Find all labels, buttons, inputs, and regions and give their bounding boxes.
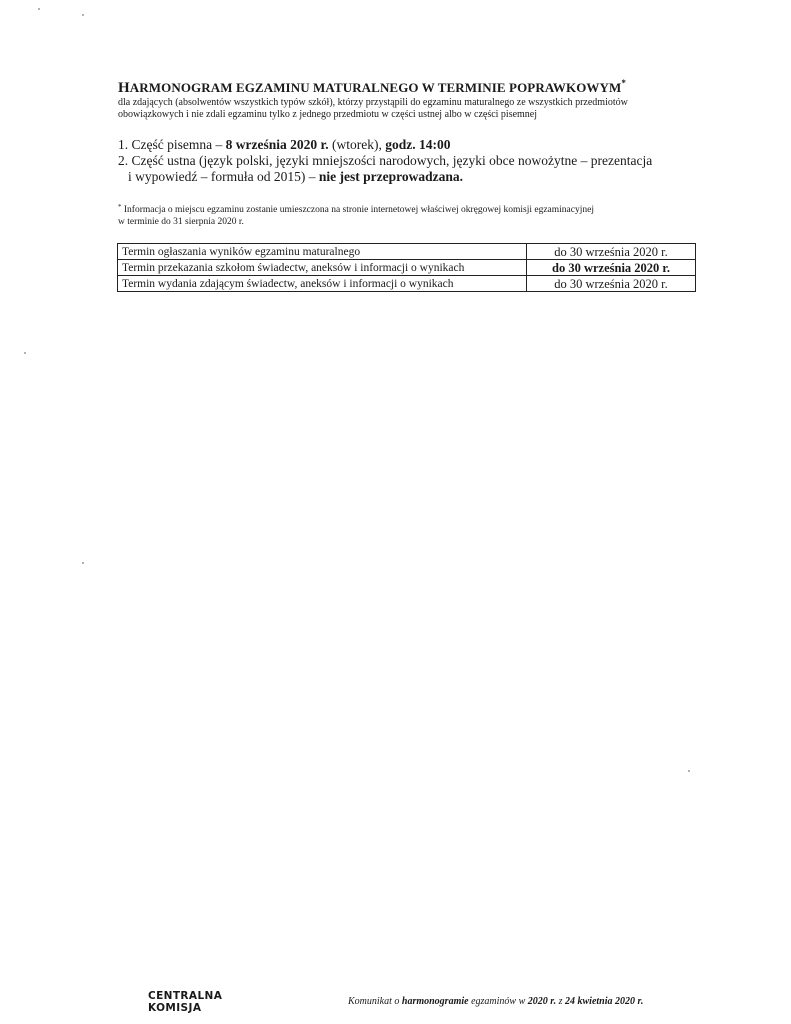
cke-logo xyxy=(148,990,222,1014)
table-cell-label: Termin wydania zdającym świadectw, aneksów i informacji o wynikach xyxy=(118,276,527,292)
footer-emphasis: 2020 r. xyxy=(527,996,557,1007)
item-emphasis: nie jest przeprowadzana. xyxy=(318,169,463,184)
footnote-line xyxy=(118,201,698,216)
document-title xyxy=(118,78,626,97)
title-initial: H xyxy=(118,80,130,96)
document-subtitle xyxy=(118,97,698,121)
table-cell-value: do 30 września 2020 r. xyxy=(527,260,696,276)
scan-speck xyxy=(82,562,84,564)
scan-speck xyxy=(38,8,40,10)
list-item: 2. Część ustna (język polski, języki mniejszości narodowych, języki obce nowożytne – prezentacja xyxy=(118,153,653,168)
table-cell-label: Termin ogłaszania wyników egzaminu maturalnego xyxy=(118,244,527,260)
subtitle-line: obowiązkowych i nie zdali egzaminu tylko z jednego przedmiotu w części ustnej albo w części pisemnej xyxy=(118,109,538,120)
scan-speck xyxy=(82,14,84,16)
footnote-line: w terminie do 31 sierpnia 2020 r. xyxy=(118,217,244,227)
item-time: godz. 14:00 xyxy=(385,137,451,152)
exam-parts-list xyxy=(118,137,698,185)
footnote-text: Informacja o miejscu egzaminu zostanie umieszczona na stronie internetowej właściwej okręgowej komisji egzaminacyjnej xyxy=(121,205,594,215)
list-item xyxy=(118,137,698,153)
scan-speck xyxy=(24,352,26,354)
item-date: 8 września 2020 r. xyxy=(225,137,329,152)
table-row xyxy=(118,276,696,292)
footer-text: Komunikat o xyxy=(348,996,402,1007)
table-cell-value: do 30 września 2020 r. xyxy=(527,244,696,260)
item-text: (wtorek), xyxy=(328,137,386,152)
footer-text: z xyxy=(556,996,565,1007)
dates-table xyxy=(117,243,696,292)
footer-text: egzaminów w xyxy=(468,996,528,1007)
item-text: 1. Część pisemna – xyxy=(118,137,226,152)
footnote-mark: * xyxy=(118,203,122,211)
table-cell-label: Termin przekazania szkołom świadectw, aneksów i informacji o wynikach xyxy=(118,260,527,276)
table-row xyxy=(118,260,696,276)
table-row xyxy=(118,244,696,260)
footer-emphasis: harmonogramie xyxy=(401,996,469,1007)
subtitle-line: dla zdających (absolwentów wszystkich typów szkół), którzy przystąpili do egzaminu maturalnego ze wszystkich przedmiotów xyxy=(118,97,628,108)
title-text: ARMONOGRAM EGZAMINU MATURALNEGO W TERMINIE POPRAWKOWYM xyxy=(129,80,622,95)
table-cell-value: do 30 września 2020 r. xyxy=(527,276,696,292)
footnote xyxy=(118,201,698,228)
footer-emphasis: 24 kwietnia 2020 r. xyxy=(565,996,644,1007)
logo-line: KOMISJA xyxy=(148,1002,202,1014)
title-footnote-mark: * xyxy=(621,78,626,88)
item-text: i wypowiedź – formuła od 2015) – xyxy=(128,169,319,184)
footer-note xyxy=(348,996,643,1007)
scan-speck xyxy=(688,770,690,772)
list-item-continuation xyxy=(118,169,698,185)
logo-line: CENTRALNA xyxy=(148,990,223,1002)
